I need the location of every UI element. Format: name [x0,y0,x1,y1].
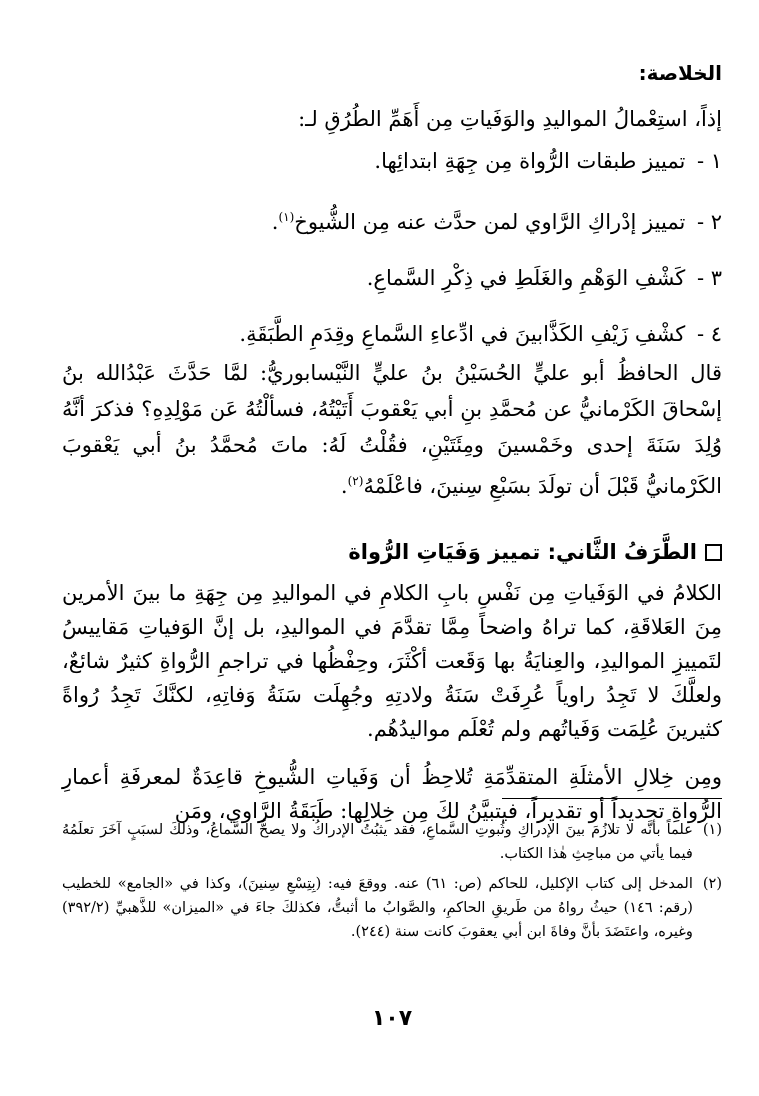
list-item [62,261,722,295]
footnote-text: علماً بأنَّه لا تلازُمَ بينَ الإدراكِ وثُبوتِ السَّماعِ، فقد يثبُتُ الإدراكُ ولا يصحُّ السَّماعُ، وذلكَ لسبَبٍ آخَرَ تعلَمُهُ فيما يأتي من مباحِثِ هٰذا الكتاب. [62,822,693,862]
list-item [62,317,722,351]
section-title [62,536,722,568]
footnote [62,872,722,944]
page-number: ١٠٧ [371,1006,413,1031]
footnotes [62,818,722,950]
list-item-number: ٢ - [696,210,722,234]
list-item-number: ٣ - [696,266,722,290]
list-item-text: تمييز طبقات الرُّواة مِن جِهَةِ ابتدائِها. [374,149,686,173]
list-item-number: ١ - [696,149,722,173]
footnote-ref[interactable]: (٢) [347,474,364,488]
list-item-text: تمييز إدْراكِ الرَّاوي لمن حدَّث عنه مِن الشُّيوخ [294,210,686,234]
footnote [62,818,722,866]
body-paragraph: الكلامُ في الوَفَياتِ مِن نَفْسِ بابِ الكلامِ في المواليدِ مِن جِهَةِ ما بينَ الأمرين مِنَ العَلاقَةِ، كما تراهُ واضحاً مِمَّا تقدَّمَ في المواليدِ، بل إنَّ الوَفياتِ مَقاييسُ لتَمييزِ المواليدِ، والعِنايَةُ بها وَقَعت أكْثَرَ، وحِفْظُها في تراجمِ الرُّواةِ كثيرٌ شائعٌ، ولعلَّكَ لا تَجِدُ راوياً عُرِفَتْ سَنَةُ ولادتِهِ وجُهِلَت سَنَةُ وَفاتِهِ، لكنَّكَ تَجِدُ رُواةً كثيرينَ عُلِمَت وَفَياتُهم ولم تُعْلَم مواليدُهُم. [62,581,722,741]
footnote-number: (٢) [702,876,722,892]
footnote-ref[interactable]: (١) [278,210,295,224]
intro-line: إذاً، استِعْمالُ المواليدِ والوَفَياتِ مِن أَهَمِّ الطُرُقِ لـ: [298,107,722,131]
page-content [62,58,722,1031]
footnote-text: المدخل إلى كتاب الإكليل، للحاكم (ص: ٦١) عنه. ووقعَ فيه: (بِتِسْعِ سِنينَ)، وكذا في «الجامع» للخطيب (رقم: ١٤٦) حيثُ رواهُ من طَريقِ الحاكمِ، والصَّوابُ ما أثبتُّ، فكذلكَ جاءَ في «الميزان» للذَّهبيِّ (٣٩٢/٢) وغيره، واعتَضَدَ بأنَّ وفاةَ ابن أبي يعقوبَ كانت سنة (٢٤٤). [62,876,693,940]
summary-list [62,144,722,351]
list-item-text: كَشْفِ الوَهْمِ والغَلَطِ في ذِكْرِ السَّماعِ. [366,266,686,290]
square-bullet-icon [705,544,722,561]
footnote-divider [502,798,722,799]
body-paragraph: ومِن خِلالِ الأمثلَةِ المتقدِّمَةِ تُلاحِظُ أن وَفَياتِ الشُّيوخِ قاعِدَةٌ لمعرفَةِ أعمارِ الرُّواةِ تحديداً أو تقديراً، فيتبيَّنُ لكَ مِن خِلالِها: طَبَقَةُ الرَّاوي، ومَن [62,765,722,823]
footnote-number: (١) [702,822,722,838]
list-item-end: . [271,210,279,234]
list-item-text: كشْفِ زَيْفِ الكَذَّابينَ في ادِّعاءِ السَّماعِ وقِدَمِ الطَّبَقَةِ. [239,322,686,346]
list-item [62,200,722,239]
quote-end: . [340,474,348,498]
quote-text: قال الحافظُ أبو عليٍّ الحُسَيْنُ بنُ عليٍّ النَّيْسابوريُّ: لمَّا حَدَّثَ عَبْدُالله بنُ إسْحاقَ الكَرْمانيُّ عن مُحمَّدِ بنِ أبي يَعْقوبَ أَتَيْتُهُ، فسألْتُهُ عَن مَوْلِدِهِ؟ فذكرَ أنَّهُ وُلِدَ سَنَةَ إحدى وخَمْسينَ ومِئَتَيْنِ، فقُلْتُ لَهُ: ماتَ مُحمَّدُ بنُ أبي يَعْقوبَ الكَرْمانيُّ قَبْلَ أن تولَدَ بسَبْعِ سِنينَ، فاعْلَمْهُ [62,361,722,498]
list-item [62,144,722,178]
section-title-text: الطَّرَفُ الثَّاني: تمييز وَفَيَاتِ الرُّواة [348,540,697,564]
quote-paragraph [62,355,722,504]
list-item-number: ٤ - [696,322,722,346]
summary-heading: الخلاصة: [638,61,722,85]
